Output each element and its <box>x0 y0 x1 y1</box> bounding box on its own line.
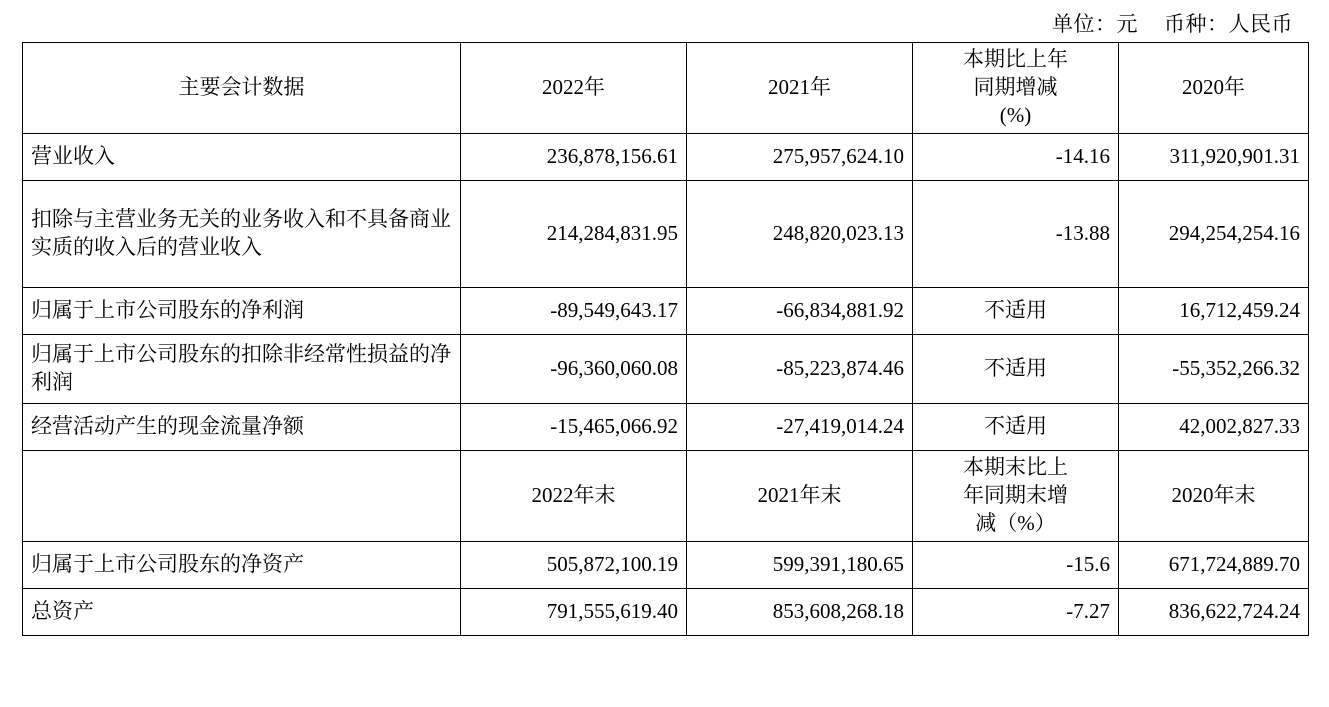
cell-2020: 294,254,254.16 <box>1119 181 1309 288</box>
row-label: 经营活动产生的现金流量净额 <box>23 404 461 451</box>
header-2020: 2020年 <box>1119 43 1309 134</box>
cell-2021: -27,419,014.24 <box>687 404 913 451</box>
subheader-change-line1: 本期末比上 <box>963 455 1068 480</box>
row-label: 归属于上市公司股东的净资产 <box>23 542 461 589</box>
subheader-2021: 2021年末 <box>687 451 913 542</box>
table-header-row <box>23 43 1309 134</box>
table-row <box>23 589 1309 636</box>
table-row <box>23 181 1309 288</box>
cell-2021: 275,957,624.10 <box>687 134 913 181</box>
table-row <box>23 542 1309 589</box>
cell-2021: 248,820,023.13 <box>687 181 913 288</box>
currency-label: 币种：人民币 <box>1164 12 1293 36</box>
row-label: 扣除与主营业务无关的业务收入和不具备商业实质的收入后的营业收入 <box>23 181 461 288</box>
cell-2020: 311,920,901.31 <box>1119 134 1309 181</box>
subheader-change <box>913 451 1119 542</box>
cell-2022: -89,549,643.17 <box>461 288 687 335</box>
subheader-blank <box>23 451 461 542</box>
financial-data-table <box>22 42 1309 636</box>
cell-change: 不适用 <box>913 404 1119 451</box>
cell-2022: -96,360,060.08 <box>461 335 687 404</box>
table-row <box>23 335 1309 404</box>
row-label: 营业收入 <box>23 134 461 181</box>
cell-2021: -85,223,874.46 <box>687 335 913 404</box>
subheader-2022: 2022年末 <box>461 451 687 542</box>
cell-2021: -66,834,881.92 <box>687 288 913 335</box>
header-change-line3: (%) <box>999 102 1032 127</box>
row-label: 归属于上市公司股东的净利润 <box>23 288 461 335</box>
cell-2022: 505,872,100.19 <box>461 542 687 589</box>
header-change-line1: 本期比上年 <box>963 47 1068 72</box>
cell-change: 不适用 <box>913 335 1119 404</box>
cell-2020: 16,712,459.24 <box>1119 288 1309 335</box>
subheader-2020: 2020年末 <box>1119 451 1309 542</box>
header-2022: 2022年 <box>461 43 687 134</box>
header-change-line2: 同期增减 <box>973 75 1058 100</box>
cell-2020: 836,622,724.24 <box>1119 589 1309 636</box>
table-subheader-row <box>23 451 1309 542</box>
cell-2022: -15,465,066.92 <box>461 404 687 451</box>
table-row <box>23 288 1309 335</box>
cell-2020: 671,724,889.70 <box>1119 542 1309 589</box>
row-label: 总资产 <box>23 589 461 636</box>
cell-change: -13.88 <box>913 181 1119 288</box>
row-label: 归属于上市公司股东的扣除非经常性损益的净利润 <box>23 335 461 404</box>
subheader-change-line3: 减（%） <box>975 510 1056 535</box>
cell-2020: 42,002,827.33 <box>1119 404 1309 451</box>
unit-label: 单位：元 <box>1052 12 1138 36</box>
cell-2022: 791,555,619.40 <box>461 589 687 636</box>
header-main-label: 主要会计数据 <box>23 43 461 134</box>
table-row <box>23 404 1309 451</box>
header-2021: 2021年 <box>687 43 913 134</box>
cell-2020: -55,352,266.32 <box>1119 335 1309 404</box>
header-change <box>913 43 1119 134</box>
cell-change: -14.16 <box>913 134 1119 181</box>
cell-2022: 236,878,156.61 <box>461 134 687 181</box>
cell-2021: 599,391,180.65 <box>687 542 913 589</box>
unit-currency-note <box>1052 8 1293 38</box>
cell-change: -7.27 <box>913 589 1119 636</box>
subheader-change-line2: 年同期末增 <box>963 483 1068 508</box>
cell-change: 不适用 <box>913 288 1119 335</box>
cell-2021: 853,608,268.18 <box>687 589 913 636</box>
cell-2022: 214,284,831.95 <box>461 181 687 288</box>
cell-change: -15.6 <box>913 542 1119 589</box>
table-row <box>23 134 1309 181</box>
